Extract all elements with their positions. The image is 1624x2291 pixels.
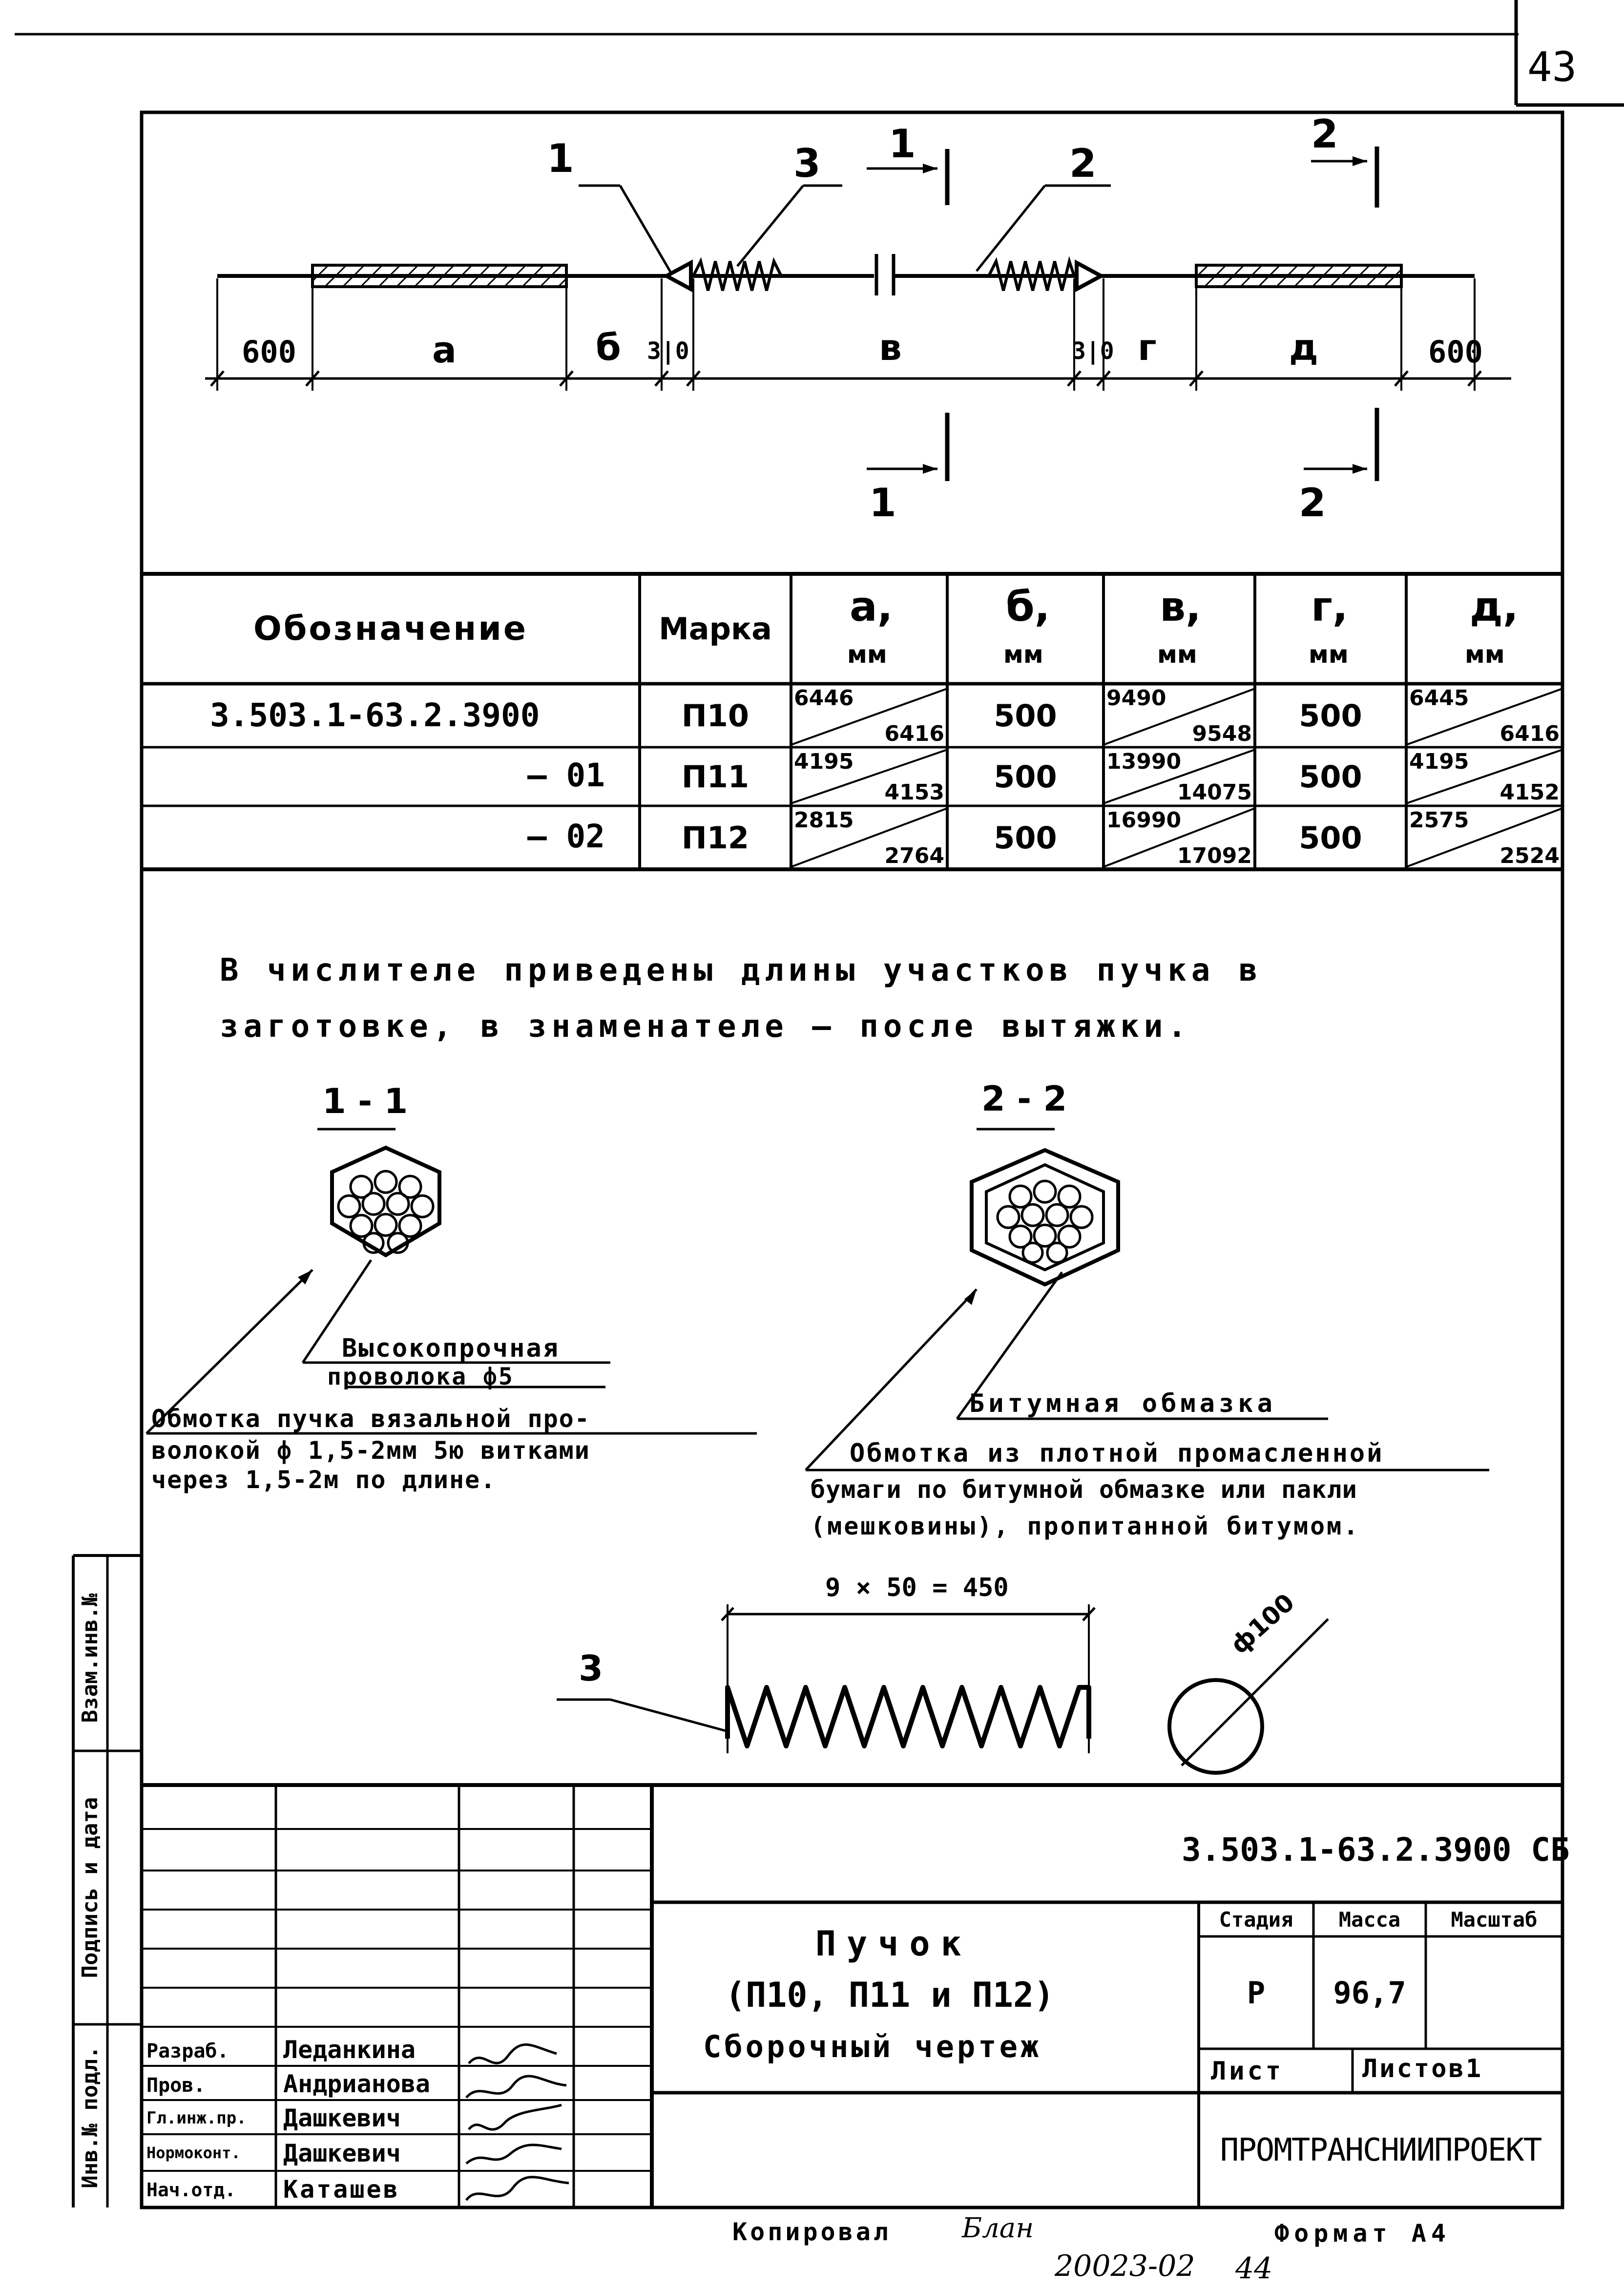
header-a: а, мм	[847, 583, 893, 669]
name-developer: Леданкина	[283, 2036, 416, 2064]
row1-designation: – 01	[527, 757, 605, 794]
header-mark: Марка	[659, 611, 772, 647]
footer-copied-by: Копировал	[732, 2218, 891, 2246]
stage-header: Стадия	[1219, 1907, 1293, 1932]
row0-d: 6445 6416	[1409, 686, 1560, 746]
dim-a: а	[432, 329, 457, 371]
row1-d: 4195 4152	[1409, 749, 1560, 805]
stage-value: Р	[1247, 1975, 1266, 2011]
row2-d: 2575 2524	[1409, 808, 1560, 868]
callout-1: 1	[547, 136, 574, 181]
footer-inventory-number: 20023-02	[1055, 2249, 1195, 2283]
anchor-left	[666, 263, 691, 289]
row0-a: 6446 6416	[794, 686, 944, 746]
name-chief-engineer: Дашкевич	[283, 2104, 401, 2132]
row1-a: 4195 4153	[794, 749, 944, 805]
footer-format: Формат А4	[1274, 2219, 1451, 2248]
bundle-drawing	[205, 147, 1511, 481]
header-d: д, мм	[1465, 583, 1519, 669]
signatures	[466, 2045, 569, 2200]
row0-v: 9490 9548	[1106, 686, 1252, 746]
row0-designation: 3.503.1-63.2.3900	[210, 696, 540, 734]
stamp-signature-date: Подпись и дата	[78, 1797, 103, 1978]
spiral-drawing	[557, 1604, 1328, 1773]
spiral-dimension: 9 × 50 = 450	[825, 1573, 1009, 1602]
hatched-segment-a	[312, 265, 566, 287]
dim-600-right: 600	[1428, 334, 1483, 370]
section-mark-1-top: 1	[889, 121, 916, 167]
section-1-wrap-line-3: через 1,5-2м по длине.	[151, 1466, 497, 1494]
role-developer: Разраб.	[146, 2040, 229, 2062]
row0-b: 500	[994, 697, 1057, 734]
mass-header: Масса	[1338, 1907, 1401, 1932]
role-checked: Пров.	[146, 2074, 206, 2097]
section-2-wrap-line-3: (мешковины), пропитанной битумом.	[811, 1512, 1360, 1540]
dim-v: в	[879, 327, 902, 369]
organization: ПРОМТРАНСНИИПРОЕКТ	[1220, 2132, 1541, 2168]
dim-310-right: 3|0	[1072, 337, 1114, 365]
name-checked: Андрианова	[283, 2070, 431, 2098]
doc-code: 3.503.1-63.2.3900 СБ	[1182, 1831, 1570, 1869]
header-v: в, мм	[1157, 583, 1202, 669]
anchor-right	[1077, 263, 1101, 289]
row1-b: 500	[994, 758, 1057, 795]
section-2-drawing	[806, 1129, 1489, 1470]
note-line-2: заготовке, в знаменателе – после вытяжки.	[220, 1009, 1191, 1045]
spiral-callout: 3	[579, 1648, 604, 1689]
scale-header: Масштаб	[1451, 1907, 1538, 1932]
stamp-replacement-inventory: Взам.инв.№	[78, 1593, 103, 1723]
row2-designation: – 02	[527, 818, 605, 855]
mass-value: 96,7	[1333, 1975, 1406, 2011]
dim-g: г	[1138, 327, 1157, 369]
header-designation: Обозначение	[253, 610, 528, 648]
row1-v: 13990 14075	[1106, 749, 1252, 805]
name-norm-control: Дашкевич	[283, 2139, 401, 2167]
row0-mark: П10	[681, 697, 750, 734]
section-mark-2-bottom: 2	[1299, 480, 1326, 525]
title-line-2: (П10, П11 и П12)	[725, 1975, 1055, 2015]
row1-mark: П11	[681, 758, 750, 795]
header-b: б, мм	[1003, 583, 1050, 669]
name-dept-head: Каташев	[283, 2175, 400, 2204]
role-dept-head: Нач.отд.	[146, 2179, 236, 2201]
section-1-wire-label: Высокопрочная	[342, 1334, 560, 1363]
section-1-wire-size: проволока ф5	[327, 1363, 514, 1390]
row2-b: 500	[994, 820, 1057, 856]
sheet-label: Лист	[1211, 2057, 1284, 2086]
row2-v: 16990 17092	[1106, 808, 1252, 868]
role-norm-control: Нормоконт.	[146, 2144, 241, 2162]
section-mark-1-bottom: 1	[869, 480, 896, 525]
title-line-3: Сборочный чертеж	[703, 2029, 1042, 2064]
section-1-wrap-line-1: Обмотка пучка вязальной про-	[151, 1405, 590, 1433]
dim-d: д	[1289, 327, 1318, 369]
header-g: г, мм	[1309, 583, 1349, 669]
footer-copier-signature: Блан	[962, 2212, 1034, 2244]
note-line-1: В числителе приведены длины участков пучка в	[220, 952, 1263, 988]
row2-mark: П12	[681, 820, 750, 856]
section-2-wrap-line-1: Обмотка из плотной промасленной	[850, 1439, 1384, 1468]
row1-g: 500	[1299, 758, 1362, 795]
section-2-bitumen-label: Битумная обмазка	[969, 1389, 1276, 1418]
callout-3: 3	[793, 141, 821, 186]
sheets-label: Листов1	[1362, 2054, 1483, 2083]
stamp-original-inventory: Инв.№ подл.	[78, 2046, 103, 2188]
footer-page: 44	[1235, 2251, 1273, 2286]
section-2-wrap-line-2: бумаги по битумной обмазке или пакли	[811, 1475, 1357, 1504]
callout-2: 2	[1069, 141, 1097, 186]
page-number: 43	[1527, 43, 1577, 91]
row2-a: 2815 2764	[794, 808, 944, 868]
hatched-segment-d	[1196, 265, 1401, 287]
row2-g: 500	[1299, 820, 1362, 856]
section-mark-2-top: 2	[1311, 111, 1338, 157]
dim-600-left: 600	[242, 334, 296, 370]
dim-b: б	[596, 327, 621, 369]
dim-310-left: 3|0	[647, 337, 689, 365]
section-1-title: 1 - 1	[322, 1081, 408, 1121]
section-1-wrap-line-2: волокой ф 1,5-2мм 5ю витками	[151, 1436, 590, 1465]
row0-g: 500	[1299, 697, 1362, 734]
role-chief-engineer: Гл.инж.пр.	[146, 2108, 247, 2128]
title-line-1: Пучок	[815, 1924, 972, 1964]
spiral-diameter: ф100	[1225, 1588, 1300, 1660]
section-2-title: 2 - 2	[981, 1079, 1067, 1119]
